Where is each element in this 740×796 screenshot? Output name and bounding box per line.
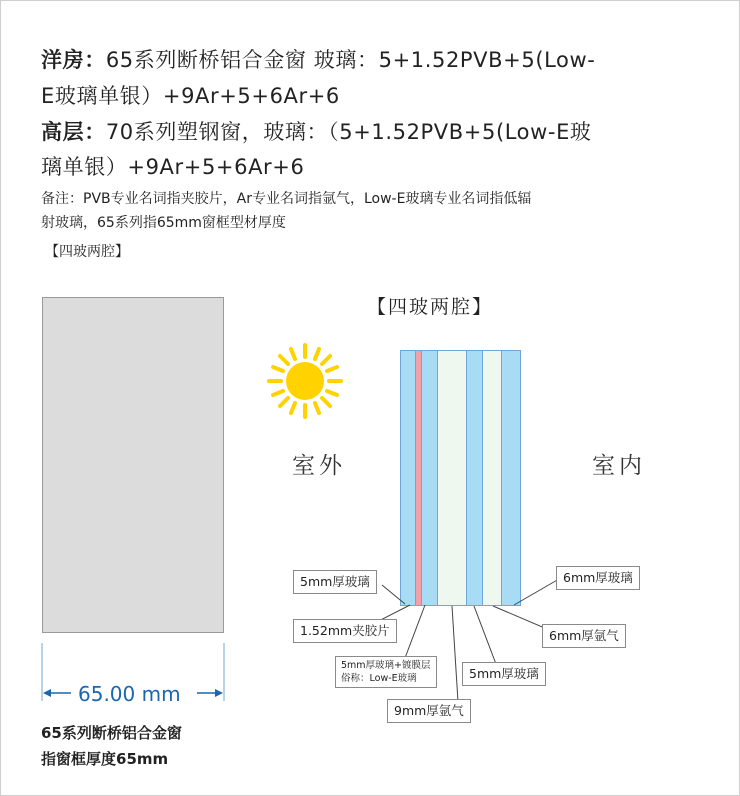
- dimension-line: [42, 643, 224, 701]
- label-argon-6mm: 6mm厚氩气: [542, 624, 626, 648]
- label-glass-5mm-outer: 5mm厚玻璃: [293, 570, 377, 594]
- sun-icon: [269, 345, 341, 417]
- label-lowe-line-2: 俗称：Low-E玻璃: [341, 673, 417, 684]
- label-glass-5mm-inner: 5mm厚玻璃: [462, 662, 546, 686]
- dimension-value: 65.00 mm: [78, 682, 181, 706]
- villa-label: 洋房：: [41, 48, 106, 72]
- label-argon-9mm: 9mm厚氩气: [387, 699, 471, 723]
- header-line-4: 璃单银）+9Ar+5+6Ar+6: [41, 155, 305, 179]
- label-lowe-glass: [335, 656, 437, 688]
- diagram-title: 【四玻两腔】: [367, 296, 494, 318]
- inside-label: 室内: [592, 453, 646, 479]
- label-glass-6mm: 6mm厚玻璃: [556, 566, 640, 590]
- note-line-2: 射玻璃，65系列指65mm窗框型材厚度: [41, 215, 286, 231]
- label-pvb: 1.52mm夹胶片: [293, 619, 397, 643]
- label-lowe-line-1: 5mm厚玻璃+镀膜层: [341, 660, 431, 671]
- highrise-label: 高层：: [41, 120, 106, 144]
- header-line-2: E玻璃单银）+9Ar+5+6Ar+6: [41, 84, 340, 108]
- villa-spec: 65系列断桥铝合金窗 玻璃：5+1.52PVB+5(Low-: [105, 48, 596, 72]
- caption-line-2: 指窗框厚度65mm: [41, 750, 169, 768]
- note-line-1: 备注：PVB专业名词指夹胶片，Ar专业名词指氩气，Low-E玻璃专业名词指低辐: [41, 191, 532, 207]
- tag-text: 【四玻两腔】: [45, 244, 129, 260]
- outside-label: 室外: [292, 453, 346, 479]
- highrise-spec: 70系列塑钢窗，玻璃：（5+1.52PVB+5(Low-E玻: [105, 120, 592, 144]
- caption-line-1: 65系列断桥铝合金窗: [41, 724, 182, 742]
